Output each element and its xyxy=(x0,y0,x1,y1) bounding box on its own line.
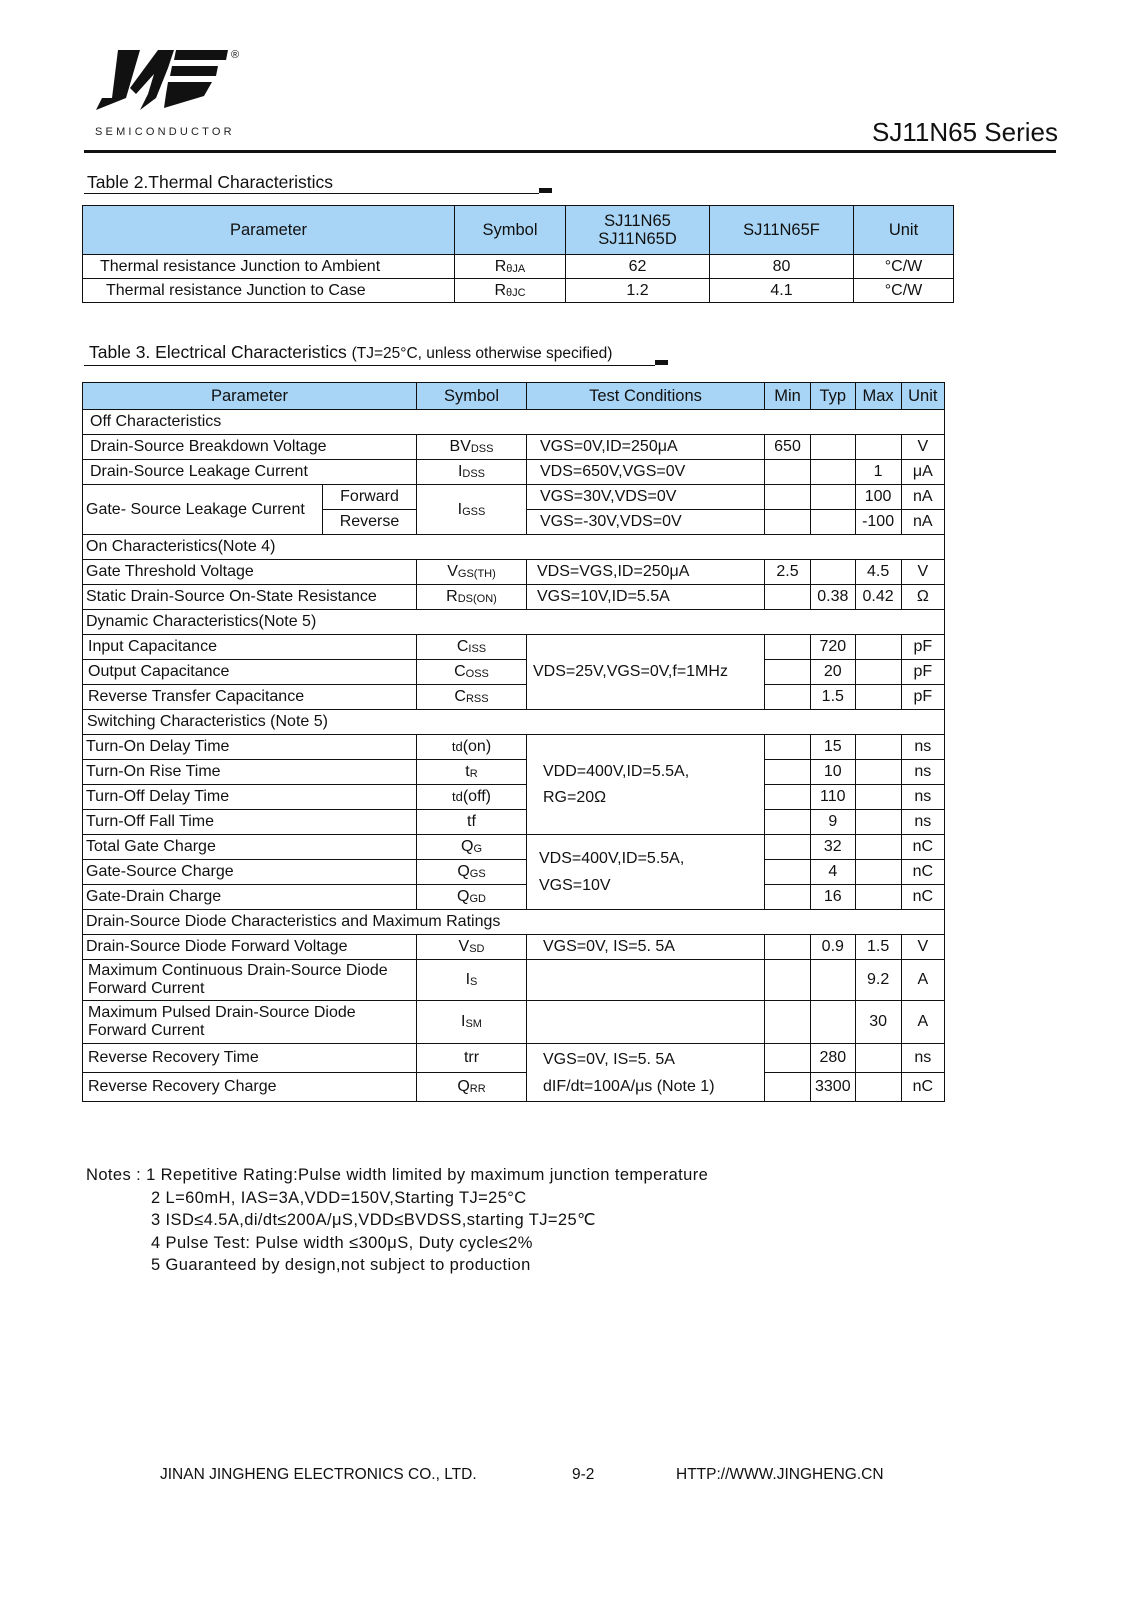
parameter-cell: Reverse Transfer Capacitance xyxy=(83,685,417,710)
note-item: 2 L=60mH, IAS=3A,VDD=150V,Starting TJ=25°C xyxy=(151,1188,527,1207)
min-cell xyxy=(765,685,811,710)
symbol-cell: $I_{DSS}$ xyxy=(417,460,527,485)
forward-label: Forward xyxy=(323,485,417,510)
typ-cell: 15 xyxy=(811,735,856,760)
table-row xyxy=(83,810,945,835)
max-cell: 9.2 xyxy=(855,960,901,1001)
max-cell xyxy=(855,685,901,710)
section-dynamic: Dynamic Characteristics(Note 5) xyxy=(83,610,945,635)
table-row xyxy=(83,279,954,303)
parameter-cell: Turn-On Rise Time xyxy=(83,760,417,785)
parameter-cell: Reverse Recovery Charge xyxy=(83,1073,417,1102)
min-cell xyxy=(765,1001,811,1044)
table3-caption-condition: (TJ=25°C, unless otherwise specified) xyxy=(351,345,613,362)
unit-cell: ns xyxy=(901,760,944,785)
parameter-cell: Gate-Source Charge xyxy=(83,860,417,885)
brand-tagline: SEMICONDUCTOR xyxy=(95,126,235,138)
test-cell xyxy=(527,960,765,1001)
max-cell: -100 xyxy=(855,510,901,535)
test-cell: VGS=0V, IS=5. 5A xyxy=(527,935,765,960)
parameter-cell: Maximum Continuous Drain-Source Diode Forward Current xyxy=(83,960,417,1001)
parameter-cell: Input Capacitance xyxy=(83,635,417,660)
header-symbol: Symbol xyxy=(417,383,527,410)
unit-cell: ns xyxy=(901,1044,944,1073)
max-cell xyxy=(855,885,901,910)
table-row xyxy=(83,860,945,885)
header-divider xyxy=(84,150,1056,153)
max-cell: 1 xyxy=(855,460,901,485)
unit-cell: ns xyxy=(901,735,944,760)
note-item: 5 Guaranteed by design,not subject to production xyxy=(151,1256,531,1275)
typ-cell xyxy=(811,560,856,585)
test-cell: VGS=30V,VDS=0V xyxy=(527,485,765,510)
typ-cell: 0.9 xyxy=(811,935,856,960)
footer-url[interactable]: HTTP://WWW.JINGHENG.CN xyxy=(676,1466,884,1483)
min-cell xyxy=(765,585,811,610)
section-row xyxy=(83,610,945,635)
typ-cell: 720 xyxy=(811,635,856,660)
thermal-table xyxy=(82,205,954,303)
unit-cell: nA xyxy=(901,485,944,510)
symbol-cell: $R_{DS(ON)}$ xyxy=(417,585,527,610)
gate-test-line1: VDS=400V,ID=5.5A, xyxy=(539,850,685,867)
min-cell xyxy=(765,760,811,785)
symbol-cell: $I_{GSS}$ xyxy=(417,485,527,535)
min-cell xyxy=(765,1073,811,1102)
header-typ: Typ xyxy=(811,383,856,410)
max-cell: 1.5 xyxy=(855,935,901,960)
table-header-row xyxy=(83,383,945,410)
typ-cell: 4 xyxy=(811,860,856,885)
min-cell: 650 xyxy=(765,435,811,460)
parameter-cell: Static Drain-Source On-State Resistance xyxy=(83,585,417,610)
max-cell xyxy=(855,860,901,885)
table-row xyxy=(83,1001,945,1044)
value-cell: 80 xyxy=(710,255,854,279)
header-symbol: Symbol xyxy=(455,206,566,255)
section-off: Off Characteristics xyxy=(83,410,945,435)
max-cell xyxy=(855,1073,901,1102)
value-cell: 62 xyxy=(566,255,710,279)
section-row xyxy=(83,535,945,560)
symbol-cell: $R_{\theta JC}$ xyxy=(455,279,566,303)
table3-caption-marker xyxy=(655,360,668,365)
test-cell: VDS=650V,VGS=0V xyxy=(527,460,765,485)
switch-test-line2: RG=20Ω xyxy=(543,788,607,806)
header-unit: Unit xyxy=(854,206,954,255)
unit-cell: pF xyxy=(901,660,944,685)
value-cell: 1.2 xyxy=(566,279,710,303)
table-row xyxy=(83,660,945,685)
unit-cell: A xyxy=(901,960,944,1001)
table-row xyxy=(83,885,945,910)
typ-cell xyxy=(811,485,856,510)
table2-caption-marker xyxy=(539,188,552,193)
section-row xyxy=(83,910,945,935)
unit-cell: °C/W xyxy=(854,255,954,279)
max-cell xyxy=(855,810,901,835)
symbol-cell: $I_{SM}$ xyxy=(417,1001,527,1044)
header-test-conditions: Test Conditions xyxy=(527,383,765,410)
footer-company: JINAN JINGHENG ELECTRONICS CO., LTD. xyxy=(160,1466,477,1483)
symbol-cell: $t_R$ xyxy=(417,760,527,785)
typ-cell xyxy=(811,960,856,1001)
test-cell: VGS=0V,ID=250μA xyxy=(527,435,765,460)
unit-cell: μA xyxy=(901,460,944,485)
parameter-cell: Total Gate Charge xyxy=(83,835,417,860)
min-cell: 2.5 xyxy=(765,560,811,585)
note-item: 4 Pulse Test: Pulse width ≤300μS, Duty cycle≤2% xyxy=(151,1233,533,1252)
rr-test-line1: VGS=0V, IS=5. 5A xyxy=(543,1050,675,1068)
symbol-cell: $I_S$ xyxy=(417,960,527,1001)
min-cell xyxy=(765,810,811,835)
min-cell xyxy=(765,635,811,660)
section-row xyxy=(83,410,945,435)
note-item: 3 ISD≤4.5A,di/dt≤200A/μS,VDD≤BVDSS,starting TJ=25℃ xyxy=(151,1211,596,1230)
typ-cell: 16 xyxy=(811,885,856,910)
table-row xyxy=(83,1044,945,1073)
registered-mark: ® xyxy=(231,49,240,61)
unit-cell: pF xyxy=(901,635,944,660)
header-max: Max xyxy=(855,383,901,410)
min-cell xyxy=(765,960,811,1001)
typ-cell: 0.38 xyxy=(811,585,856,610)
parameter-cell: Turn-Off Delay Time xyxy=(83,785,417,810)
symbol-cell: $C_{RSS}$ xyxy=(417,685,527,710)
section-diode: Drain-Source Diode Characteristics and Maximum Ratings xyxy=(83,910,945,935)
table-row xyxy=(83,760,945,785)
symbol-cell: trr xyxy=(417,1044,527,1073)
series-title: SJ11N65 Series xyxy=(872,117,1058,147)
header-sj11n65f: SJ11N65F xyxy=(710,206,854,255)
header-parameter: Parameter xyxy=(83,383,417,410)
electrical-table xyxy=(82,382,945,1102)
max-cell xyxy=(855,785,901,810)
unit-cell: °C/W xyxy=(854,279,954,303)
min-cell xyxy=(765,510,811,535)
symbol-cell: $Q_{GD}$ xyxy=(417,885,527,910)
min-cell xyxy=(765,885,811,910)
typ-cell xyxy=(811,1001,856,1044)
parameter-cell: Drain-Source Diode Forward Voltage xyxy=(83,935,417,960)
test-cell: VGS=10V,ID=5.5A xyxy=(527,585,765,610)
min-cell xyxy=(765,785,811,810)
symbol-cell: $V_{GS(TH)}$ xyxy=(417,560,527,585)
test-cell: VDS=25V,VGS=0V,f=1MHz xyxy=(527,635,765,710)
table-row xyxy=(83,935,945,960)
typ-cell: 1.5 xyxy=(811,685,856,710)
symbol-cell: $Q_{GS}$ xyxy=(417,860,527,885)
unit-cell: pF xyxy=(901,685,944,710)
min-cell xyxy=(765,860,811,885)
parameter-cell: Turn-Off Fall Time xyxy=(83,810,417,835)
section-switching: Switching Characteristics (Note 5) xyxy=(83,710,945,735)
table2-caption-underline xyxy=(84,193,539,194)
max-cell xyxy=(855,660,901,685)
parameter-cell: Thermal resistance Junction to Ambient xyxy=(83,255,455,279)
symbol-cell: $C_{ISS}$ xyxy=(417,635,527,660)
unit-cell: nC xyxy=(901,1073,944,1102)
table-row xyxy=(83,255,954,279)
unit-cell: nC xyxy=(901,885,944,910)
unit-cell: Ω xyxy=(901,585,944,610)
symbol-cell: $Q_{RR}$ xyxy=(417,1073,527,1102)
max-cell: 30 xyxy=(855,1001,901,1044)
symbol-cell: td(off) xyxy=(417,785,527,810)
typ-cell xyxy=(811,510,856,535)
typ-cell: 9 xyxy=(811,810,856,835)
parameter-cell: Gate- Source Leakage Current xyxy=(83,485,323,535)
parameter-cell: Maximum Pulsed Drain-Source Diode Forward Current xyxy=(83,1001,417,1044)
unit-cell: A xyxy=(901,1001,944,1044)
table-row xyxy=(83,735,945,760)
table-row xyxy=(83,585,945,610)
symbol-cell: $BV_{DSS}$ xyxy=(417,435,527,460)
typ-cell: 110 xyxy=(811,785,856,810)
unit-cell: nC xyxy=(901,860,944,885)
table-row xyxy=(83,635,945,660)
notes-label: Notes : xyxy=(86,1166,142,1184)
min-cell xyxy=(765,935,811,960)
max-cell xyxy=(855,1044,901,1073)
company-logo xyxy=(96,50,231,112)
rr-test-line2: dIF/dt=100A/μs (Note 1) xyxy=(543,1077,715,1095)
test-cell: VGS=-30V,VDS=0V xyxy=(527,510,765,535)
typ-cell xyxy=(811,460,856,485)
typ-cell: 20 xyxy=(811,660,856,685)
symbol-cell: tf xyxy=(417,810,527,835)
max-cell: 4.5 xyxy=(855,560,901,585)
parameter-cell: Thermal resistance Junction to Case xyxy=(83,279,455,303)
symbol-cell: $C_{OSS}$ xyxy=(417,660,527,685)
table3-caption: Table 3. Electrical Characteristics (TJ=25°C, unless otherwise specified) xyxy=(89,342,613,362)
min-cell xyxy=(765,735,811,760)
table-row xyxy=(83,960,945,1001)
unit-cell: ns xyxy=(901,785,944,810)
section-on: On Characteristics(Note 4) xyxy=(83,535,945,560)
max-cell: 100 xyxy=(855,485,901,510)
table-row xyxy=(83,560,945,585)
header-min: Min xyxy=(765,383,811,410)
test-cell: VDS=VGS,ID=250μA xyxy=(527,560,765,585)
max-cell xyxy=(855,735,901,760)
switch-test-line1: VDD=400V,ID=5.5A, xyxy=(543,762,690,780)
header-parameter: Parameter xyxy=(83,206,455,255)
header-sj11n65 xyxy=(566,206,710,255)
max-cell: 0.42 xyxy=(855,585,901,610)
parameter-cell: Output Capacitance xyxy=(83,660,417,685)
typ-cell: 280 xyxy=(811,1044,856,1073)
unit-cell: nA xyxy=(901,510,944,535)
notes xyxy=(86,1164,708,1277)
min-cell xyxy=(765,660,811,685)
table2-caption: Table 2.Thermal Characteristics xyxy=(87,172,334,192)
table-row xyxy=(83,1073,945,1102)
unit-cell: V xyxy=(901,435,944,460)
symbol-cell: $R_{\theta JA}$ xyxy=(455,255,566,279)
parameter-cell: Drain-Source Breakdown Voltage xyxy=(83,435,417,460)
parameter-cell: Reverse Recovery Time xyxy=(83,1044,417,1073)
max-cell xyxy=(855,435,901,460)
table-row xyxy=(83,435,945,460)
parameter-cell: Turn-On Delay Time xyxy=(83,735,417,760)
min-cell xyxy=(765,835,811,860)
section-row xyxy=(83,710,945,735)
test-cell xyxy=(527,1001,765,1044)
table-header-row xyxy=(83,206,954,255)
parameter-cell: Gate Threshold Voltage xyxy=(83,560,417,585)
max-cell xyxy=(855,635,901,660)
test-cell xyxy=(527,835,765,910)
unit-cell: V xyxy=(901,560,944,585)
table3-caption-underline xyxy=(84,365,655,366)
header-sj11n65-line1: SJ11N65 xyxy=(604,211,671,230)
footer-page-number: 9-2 xyxy=(572,1466,595,1483)
max-cell xyxy=(855,760,901,785)
table-row xyxy=(83,785,945,810)
table-row xyxy=(83,485,945,510)
header-sj11n65-line2: SJ11N65D xyxy=(598,230,677,248)
min-cell xyxy=(765,1044,811,1073)
symbol-cell: $Q_G$ xyxy=(417,835,527,860)
parameter-cell: Drain-Source Leakage Current xyxy=(83,460,417,485)
typ-cell xyxy=(811,435,856,460)
table-row xyxy=(83,685,945,710)
reverse-label: Reverse xyxy=(323,510,417,535)
symbol-cell: $V_{SD}$ xyxy=(417,935,527,960)
symbol-cell: td(on) xyxy=(417,735,527,760)
test-cell xyxy=(527,735,765,835)
value-cell: 4.1 xyxy=(710,279,854,303)
table-row xyxy=(83,460,945,485)
table-row xyxy=(83,835,945,860)
test-cell xyxy=(527,1044,765,1102)
header-unit: Unit xyxy=(901,383,944,410)
max-cell xyxy=(855,835,901,860)
unit-cell: ns xyxy=(901,810,944,835)
parameter-cell: Gate-Drain Charge xyxy=(83,885,417,910)
unit-cell: V xyxy=(901,935,944,960)
unit-cell: nC xyxy=(901,835,944,860)
min-cell xyxy=(765,485,811,510)
gate-test-line2: VGS=10V xyxy=(539,877,611,894)
typ-cell: 3300 xyxy=(811,1073,856,1102)
min-cell xyxy=(765,460,811,485)
typ-cell: 32 xyxy=(811,835,856,860)
note-item: Notes : 1 Repetitive Rating:Pulse width limited by maximum junction temperature xyxy=(86,1166,709,1184)
typ-cell: 10 xyxy=(811,760,856,785)
